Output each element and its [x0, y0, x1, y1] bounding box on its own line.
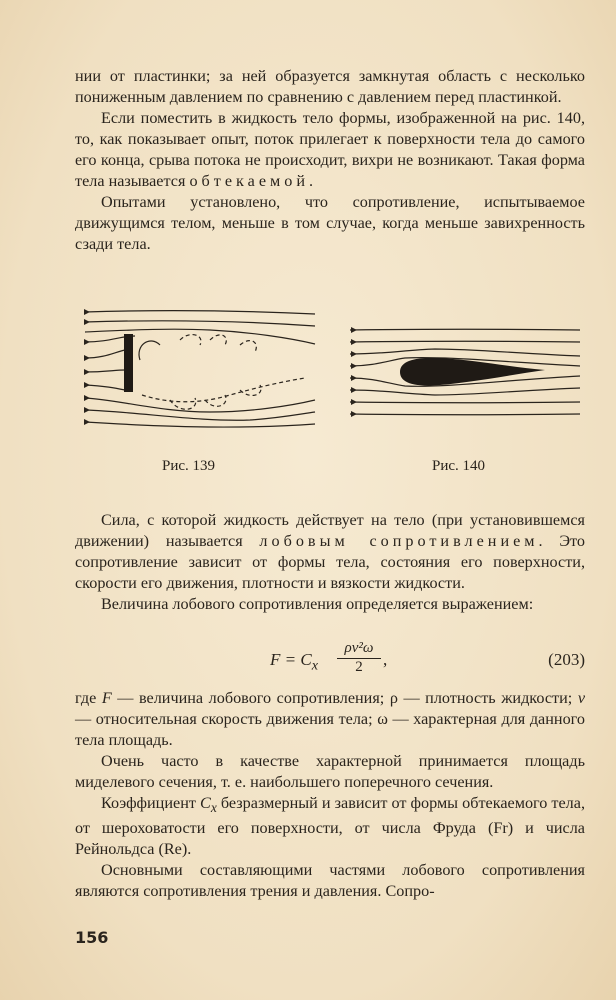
streamline: [350, 414, 580, 415]
paragraph: Величина лобового сопротивления определяется выражением:: [101, 595, 534, 613]
vortex: [139, 341, 160, 360]
arrowheads: [84, 309, 90, 425]
vortex: [210, 335, 226, 345]
paragraph: Если поместить в жидкость тело формы, изображенной на рис. 140, то, как показывает опыт, поток прилегает к поверхности тела до самого его конца, срыва потока не происходит, вихри не возникают. Такая форма тела называется обтекаемой.: [75, 109, 585, 190]
paragraph: Коэффициент $C_x$ безразмерный и зависит от формы обтекаемого тела, от шероховатости его поверхности, от числа Фруда (Fr) и числа Рейнольдса (Re).: [75, 794, 585, 859]
figure-140-streamlined-flow: [345, 322, 585, 422]
vortex: [180, 335, 201, 345]
vortex: [240, 385, 261, 395]
text-block-bottom: [75, 688, 585, 902]
term-drag: лобовым сопротивлением: [259, 532, 539, 550]
wake-line: [142, 378, 305, 402]
term-streamlined: обтекаемой: [189, 172, 310, 190]
streamline: [85, 350, 125, 358]
paragraph: Сила, с которой жидкость действует на тело (при установившемся движении) называется лобовым сопротивлением. Это сопротивление зависит от формы тела, состояния его поверхности, скорости его движения, плотности и вязкости жидкости.: [75, 511, 585, 592]
vortex: [170, 398, 196, 409]
formula-number: (203): [548, 650, 585, 669]
paragraph: Опытами установлено, что сопротивление, испытываемое движущимся телом, меньше в том случае, когда меньше завихренность сзади тела.: [75, 193, 585, 253]
streamline: [350, 329, 580, 330]
page-number: 156: [75, 928, 109, 947]
figure-139-caption: Рис. 139: [162, 458, 216, 474]
formula-fraction: $\frac{\text{ρv²ω}}{2}$: [337, 640, 381, 676]
streamline: [85, 398, 315, 412]
streamline: [85, 329, 315, 344]
paragraph: нии от пластинки; за ней образуется замкнутая область с несколько пониженным давлением по сравнению с давлением перед пластинкой.: [75, 67, 585, 106]
formula-203: $F = C_x$ $\frac{\text{ρv²ω}}{2}$ , (203): [270, 640, 585, 675]
streamline: [350, 402, 580, 403]
formula-lhs: $F = C_x$: [270, 650, 318, 674]
paragraph: Очень часто в качестве характерной принимается площадь миделевого сечения, т. е. наибольшего поперечного сечения.: [75, 752, 585, 791]
vortex: [240, 341, 256, 352]
text-block-middle: [75, 510, 585, 615]
vortex: [205, 395, 226, 406]
streamline: [350, 349, 580, 356]
streamline: [350, 388, 580, 395]
paragraph: где F — величина лобового сопротивления; ρ — плотность жидкости; v — относительная скорость движения тела; ω — характерная для данного тела площадь.: [75, 689, 585, 749]
figure-139-plate-flow: [80, 300, 320, 435]
streamline: [85, 385, 125, 390]
paragraph: Основными составляющими частями лобового сопротивления являются сопротивления трения и давления. Сопро-: [75, 861, 585, 901]
streamline: [85, 422, 315, 427]
flat-plate: [124, 334, 133, 392]
streamline: [85, 321, 315, 326]
streamline: [85, 311, 315, 314]
text-block-top: [75, 66, 585, 255]
figure-140-caption: Рис. 140: [432, 458, 486, 474]
arrowheads: [351, 327, 357, 417]
streamline: [350, 341, 580, 342]
streamline: [85, 370, 125, 372]
